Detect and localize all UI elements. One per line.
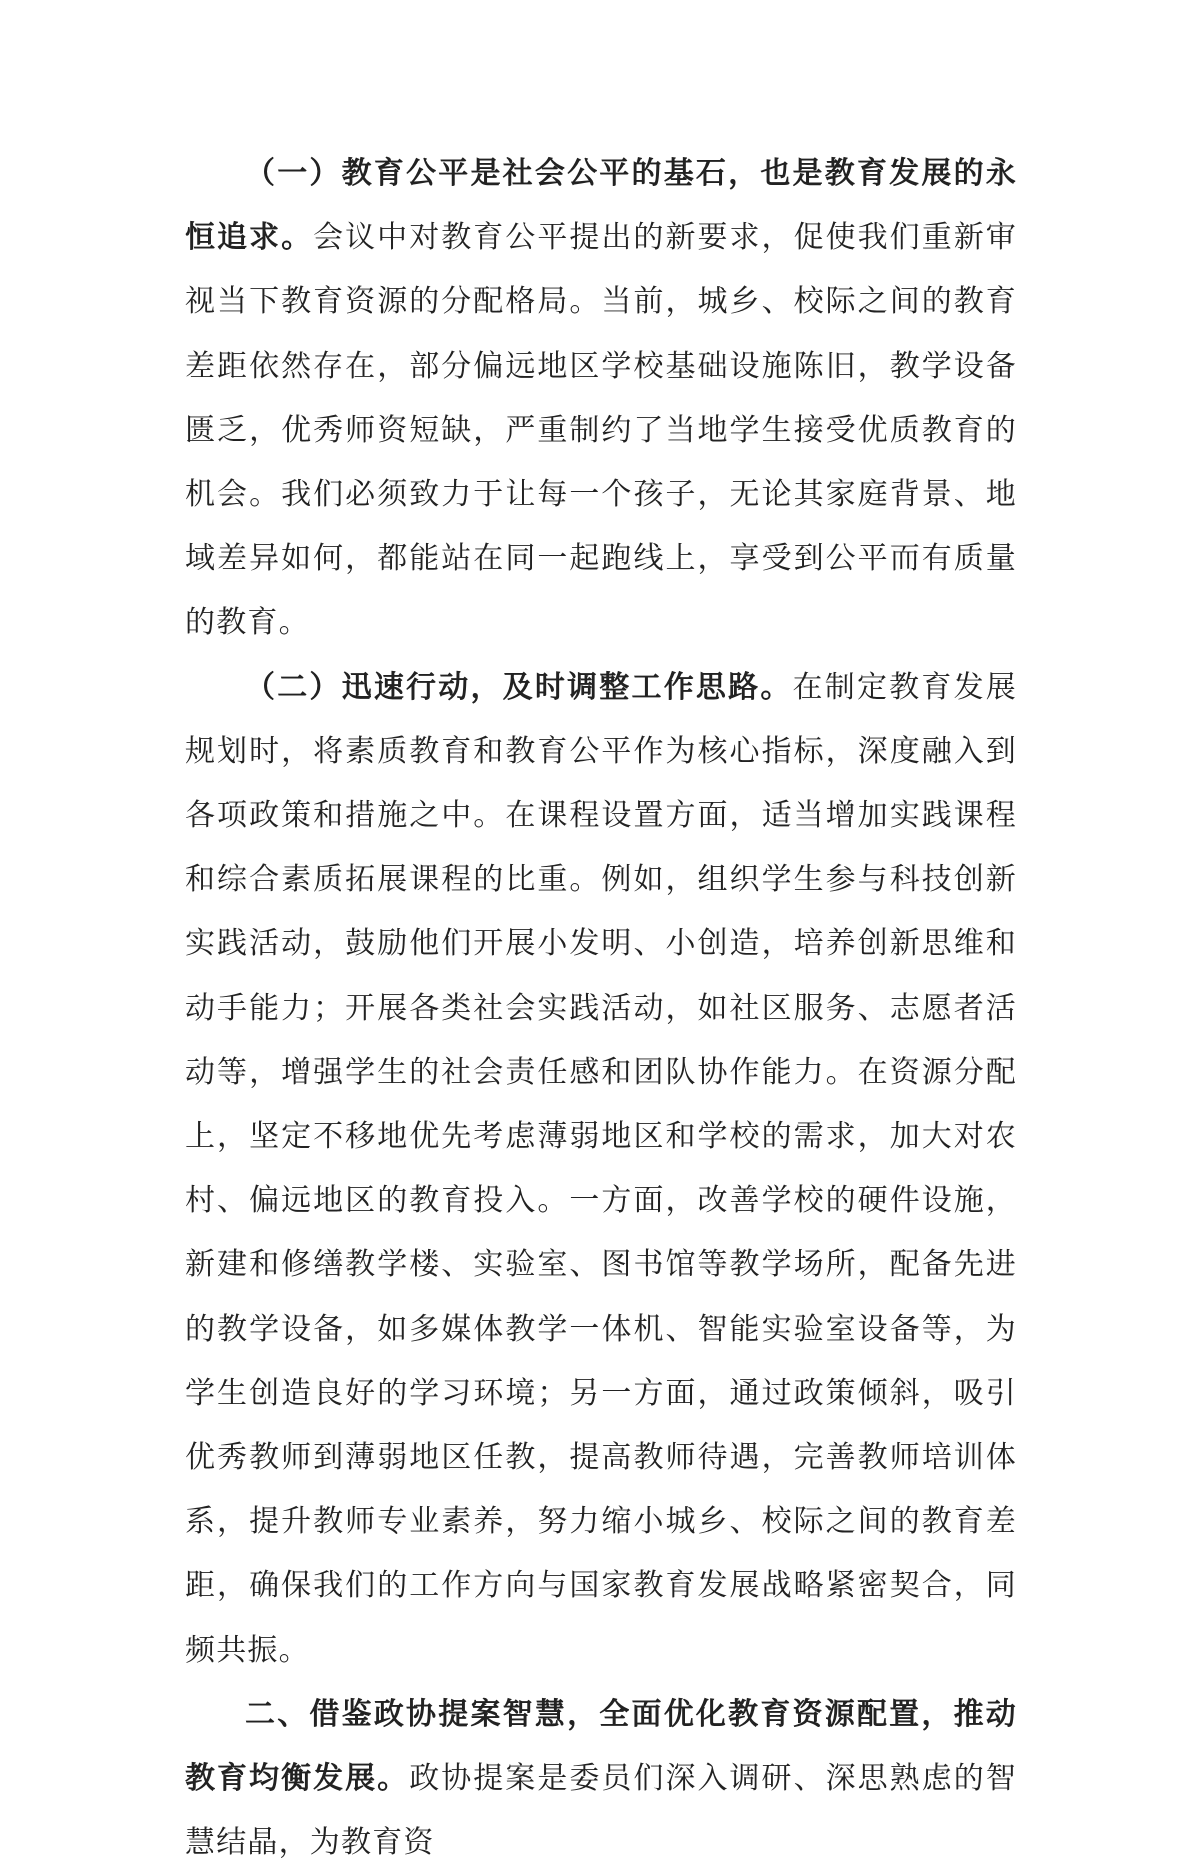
paragraph-body: 会议中对教育公平提出的新要求，促使我们重新审视当下教育资源的分配格局。当前，城乡、校际之间的教育差距依然存在，部分偏远地区学校基础设施陈旧，教学设备匮乏，优秀师资短缺，严重制约了当地学生接受优质教育的机会。我们必须致力于让每一个孩子，无论其家庭背景、地域差异如何，都能站在同一起跑线上，享受到公平而有质量的教育。 <box>185 220 1017 641</box>
paragraph-body: 政协提案是委员们深入调研、深思熟虑的智慧结晶，为教育资 <box>185 1761 1017 1861</box>
section-heading: 二、借鉴政协提案智慧，全面优化教育资源配置，推动教育均衡发展。 <box>185 1696 1017 1797</box>
paragraph-rapid-action <box>185 656 1017 1683</box>
paragraph-cppcc-proposals <box>185 1683 1017 1875</box>
document-page <box>185 142 1017 1875</box>
paragraph-body: 在制定教育发展规划时，将素质教育和教育公平作为核心指标，深度融入到各项政策和措施之中。在课程设置方面，适当增加实践课程和综合素质拓展课程的比重。例如，组织学生参与科技创新实践活动，鼓励他们开展小发明、小创造，培养创新思维和动手能力；开展各类社会实践活动，如社区服务、志愿者活动等，增强学生的社会责任感和团队协作能力。在资源分配上，坚定不移地优先考虑薄弱地区和学校的需求，加大对农村、偏远地区的教育投入。一方面，改善学校的硬件设施，新建和修缮教学楼、实验室、图书馆等教学场所，配备先进的教学设备，如多媒体教学一体机、智能实验室设备等，为学生创造良好的学习环境；另一方面，通过政策倾斜，吸引优秀教师到薄弱地区任教，提高教师待遇，完善教师培训体系，提升教师专业素养，努力缩小城乡、校际之间的教育差距，确保我们的工作方向与国家教育发展战略紧密契合，同频共振。 <box>185 669 1017 1668</box>
paragraph-heading: （二）迅速行动，及时调整工作思路。 <box>245 669 793 705</box>
paragraph-heading: （一）教育公平是社会公平的基石，也是教育发展的永恒追求。 <box>185 156 1017 256</box>
paragraph-education-equity <box>185 142 1017 656</box>
